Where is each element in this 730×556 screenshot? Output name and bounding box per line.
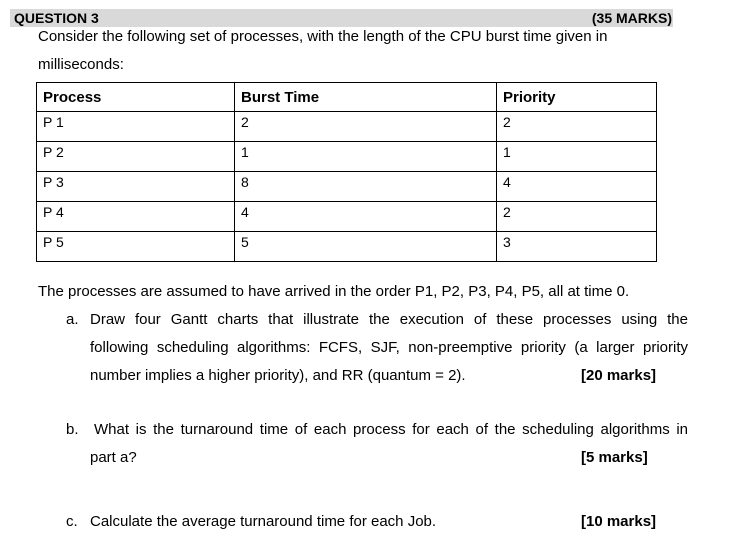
part-a-marks: [20 marks] [581,367,657,384]
table-row [37,172,657,202]
cell-priority: 2 [497,202,657,232]
table-header-row [37,83,657,112]
intro-line-1: Consider the following set of processes, with the length of the CPU burst time given in [38,28,608,45]
cell-process: P 1 [37,112,235,142]
cell-priority: 4 [497,172,657,202]
part-b-line-2: part a? [90,449,137,466]
question-marks: (35 MARKS) [591,10,672,26]
part-c-marks: [10 marks] [581,513,657,530]
arrival-order-text: The processes are assumed to have arrived in the order P1, P2, P3, P4, P5, all at time 0. [38,283,630,300]
cell-burst-time: 4 [235,202,497,232]
cell-burst-time: 1 [235,142,497,172]
cell-process: P 5 [37,232,235,262]
part-b-label: b. [66,421,79,438]
cell-burst-time: 8 [235,172,497,202]
part-c-line-1: Calculate the average turnaround time for each Job. [90,513,437,530]
cell-process: P 4 [37,202,235,232]
part-a-line-1: Draw four Gantt charts that illustrate the execution of these processes using the [90,311,688,328]
process-table [36,82,657,262]
header-priority: Priority [497,83,657,112]
cell-process: P 2 [37,142,235,172]
part-c-label: c. [66,513,78,530]
intro-line-2: milliseconds: [38,56,124,73]
part-a-line-3: number implies a higher priority), and RR (quantum = 2). [90,367,466,384]
table-row [37,112,657,142]
header-burst-time: Burst Time [235,83,497,112]
cell-priority: 2 [497,112,657,142]
cell-priority: 3 [497,232,657,262]
cell-process: P 3 [37,172,235,202]
part-b-marks: [5 marks] [581,449,648,466]
question-header-bar [10,9,673,27]
part-b-line-1: What is the turnaround time of each process for each of the scheduling algorithms in [94,421,688,438]
question-title: QUESTION 3 [14,10,99,26]
table-row [37,142,657,172]
table-row [37,232,657,262]
cell-burst-time: 2 [235,112,497,142]
cell-burst-time: 5 [235,232,497,262]
part-a-label: a. [66,311,79,328]
header-process: Process [37,83,235,112]
part-a-line-2: following scheduling algorithms: FCFS, SJF, non-preemptive priority (a larger priority [90,339,688,356]
table-row [37,202,657,232]
cell-priority: 1 [497,142,657,172]
